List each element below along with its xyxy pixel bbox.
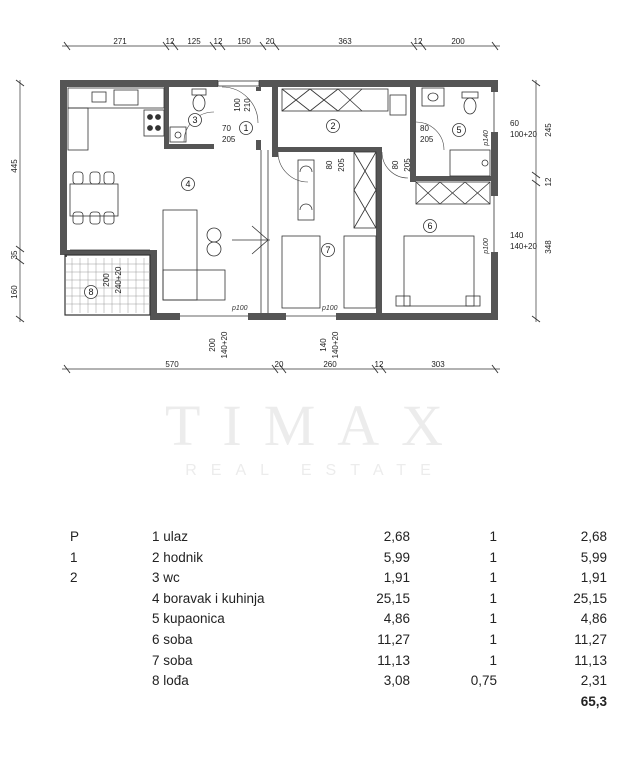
table-row — [0, 589, 630, 610]
door1-width: 70 — [222, 124, 231, 133]
floor-label: 1 — [70, 549, 78, 565]
room-number-1: 1 — [243, 123, 249, 133]
watermark-logo: TIMAX — [164, 393, 466, 458]
dim-left-1: 445 — [10, 159, 19, 173]
room-number-7: 7 — [325, 245, 331, 255]
room-area: 3,08 — [383, 673, 410, 689]
watermark-subtitle: REAL ESTATE — [185, 462, 445, 479]
dim-right-3: 348 — [544, 240, 553, 254]
window-bottom2-height: 140+20 — [331, 331, 340, 359]
door2-width: 80 — [325, 160, 334, 170]
dining-table — [70, 172, 150, 250]
dim-top-6: 20 — [265, 37, 275, 46]
room-name: 4 boravak i kuhinja — [152, 590, 265, 606]
room-number-6: 6 — [427, 221, 433, 231]
room6-furniture — [396, 236, 480, 306]
room-number-3: 3 — [192, 115, 198, 125]
window-bottom2-width: 140 — [319, 338, 328, 352]
window-bath-width: 60 — [510, 119, 519, 128]
dim-top-5: 150 — [237, 37, 251, 46]
dim-top-3: 125 — [187, 37, 201, 46]
window-bed-height: 140+20 — [510, 242, 537, 251]
room-area: 5,99 — [383, 549, 410, 565]
room7-furniture — [282, 152, 376, 308]
door4-height: 205 — [420, 135, 434, 144]
room-net-area: 4,86 — [580, 611, 607, 627]
room-number-2: 2 — [330, 121, 336, 131]
dim-top-1: 271 — [113, 37, 127, 46]
window-bath-height: 100+20 — [510, 130, 537, 139]
dim-bottom-4: 12 — [374, 360, 384, 369]
room-coefficient: 1 — [489, 549, 497, 565]
window-bottom1-height: 140+20 — [220, 331, 229, 359]
entry-width: 100 — [233, 98, 242, 112]
window-bed-width: 140 — [510, 231, 524, 240]
table-row — [0, 527, 630, 548]
kitchen-counter — [68, 88, 164, 150]
total-area: 65,3 — [580, 693, 607, 709]
table-row — [0, 630, 630, 651]
room-name: 6 soba — [152, 631, 193, 647]
parapet-label-a: p100 — [232, 305, 248, 312]
room-area: 4,86 — [383, 611, 410, 627]
dim-bottom-1: 570 — [165, 360, 179, 369]
dim-left-3: 160 — [10, 285, 19, 299]
wc-fixtures — [170, 89, 206, 142]
bathroom-fixtures — [416, 88, 490, 204]
door3-width: 80 — [391, 160, 400, 170]
dim-bottom-3: 260 — [323, 360, 337, 369]
parapet-label-b: p100 — [322, 305, 338, 312]
total-row — [0, 692, 630, 713]
loggia-opening-height: 240+20 — [114, 266, 123, 294]
door2-height: 205 — [337, 158, 346, 172]
room-number-5: 5 — [456, 125, 462, 135]
room-coefficient: 1 — [489, 529, 497, 544]
room-coefficient: 0,75 — [470, 673, 497, 689]
room-number-4: 4 — [185, 179, 191, 189]
dim-top-7: 363 — [338, 37, 352, 46]
room-name: 3 wc — [152, 570, 180, 586]
dim-top-2: 12 — [165, 37, 175, 46]
door3-height: 205 — [403, 158, 412, 172]
walls — [60, 80, 498, 320]
area-table — [0, 527, 630, 712]
room-net-area: 11,13 — [574, 652, 607, 668]
parapet-label-d: p140 — [483, 130, 490, 146]
room-coefficient: 1 — [489, 652, 497, 668]
dim-right-2: 12 — [544, 177, 553, 187]
wardrobe-hall — [282, 89, 406, 115]
table-row — [0, 548, 630, 569]
room-area: 1,91 — [383, 570, 410, 586]
sofa — [163, 210, 270, 300]
dim-bottom-5: 303 — [431, 360, 445, 369]
room-net-area: 2,68 — [580, 529, 607, 544]
room-area: 25,15 — [376, 590, 410, 606]
dim-left-2: 35 — [10, 250, 19, 260]
room-coefficient: 1 — [489, 570, 497, 586]
room-name: 7 soba — [152, 652, 193, 668]
table-row — [0, 609, 630, 630]
entry-height: 210 — [243, 98, 252, 112]
door4-width: 80 — [420, 124, 429, 133]
dim-bottom-2: 20 — [274, 360, 284, 369]
table-row — [0, 671, 630, 692]
room-coefficient: 1 — [489, 611, 497, 627]
room-name: 5 kupaonica — [152, 611, 225, 627]
room-coefficient: 1 — [489, 590, 497, 606]
table-row — [0, 651, 630, 672]
window-bottom1-width: 200 — [208, 338, 217, 352]
room-name: 2 hodnik — [152, 549, 204, 565]
room-area: 11,13 — [377, 652, 410, 668]
table-row — [0, 568, 630, 589]
dim-top-8: 12 — [413, 37, 423, 46]
room-net-area: 1,91 — [580, 570, 607, 586]
dim-top-4: 12 — [213, 37, 223, 46]
room-net-area: 25,15 — [573, 590, 607, 606]
parapet-label-c: p100 — [483, 238, 490, 254]
dim-top-9: 200 — [451, 37, 465, 46]
room-number-8: 8 — [88, 287, 94, 297]
dim-right-1: 245 — [544, 123, 553, 137]
room-coefficient: 1 — [489, 631, 497, 647]
room-net-area: 2,31 — [580, 673, 607, 689]
floor-label: 2 — [70, 570, 78, 586]
room-name: 8 lođa — [152, 673, 189, 689]
room-net-area: 5,99 — [580, 549, 607, 565]
door1-height: 205 — [222, 135, 236, 144]
floor-label: P — [70, 529, 80, 544]
room-net-area: 11,27 — [574, 631, 607, 647]
room-area: 11,27 — [377, 631, 410, 647]
room-area: 2,68 — [383, 529, 410, 544]
loggia-opening-width: 200 — [102, 273, 111, 287]
room-name: 1 ulaz — [152, 529, 189, 544]
